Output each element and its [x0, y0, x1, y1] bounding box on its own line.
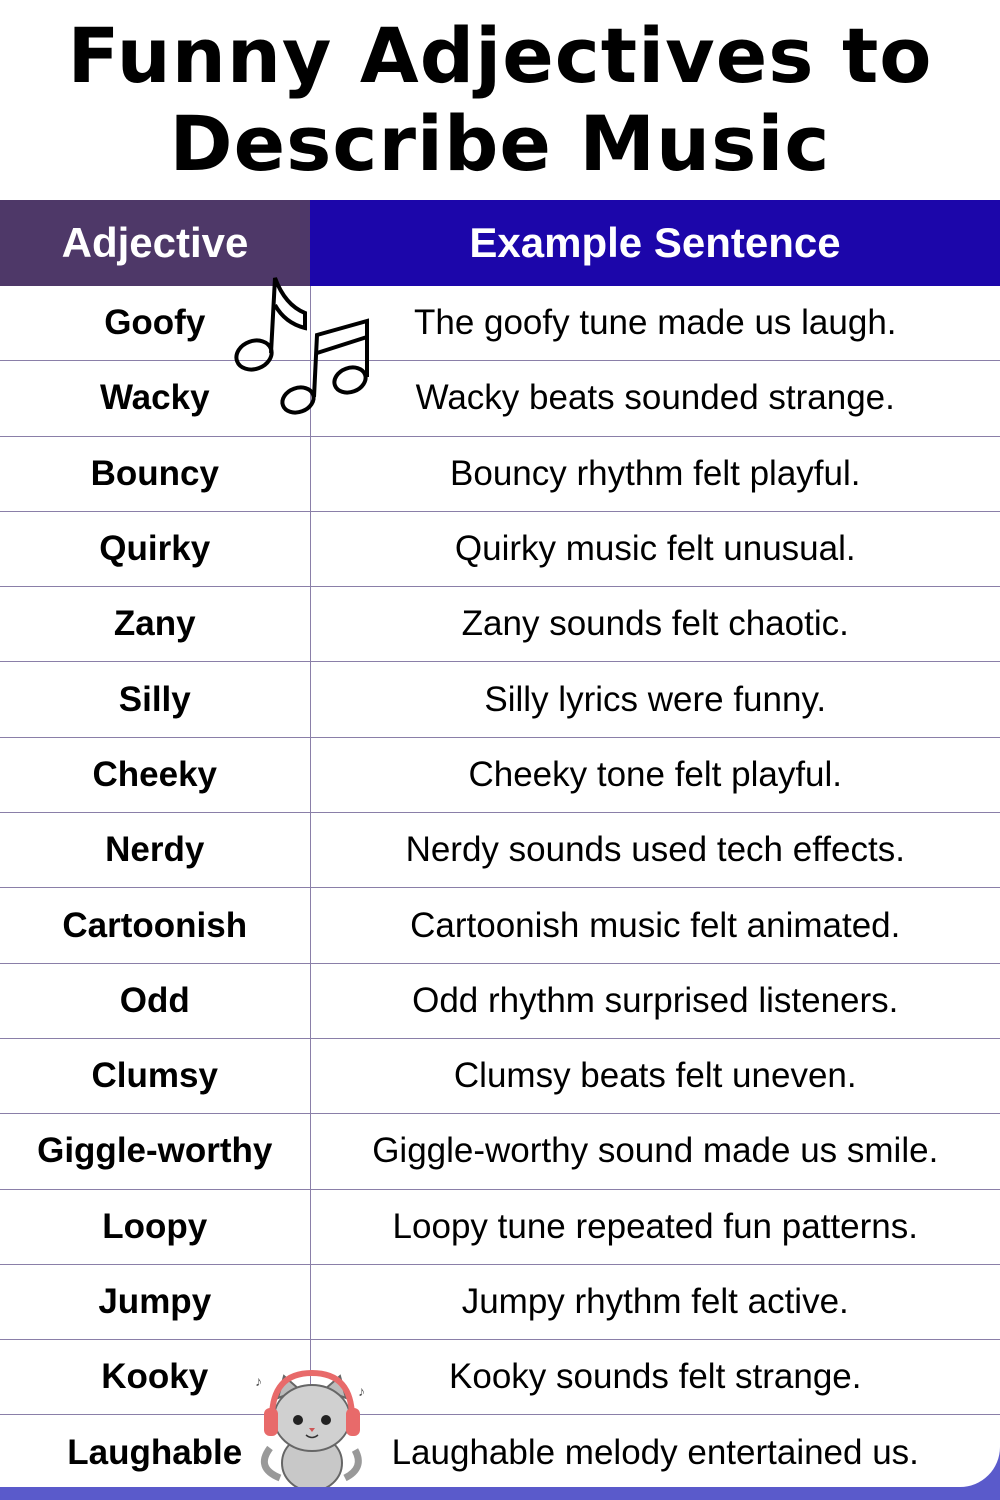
adjective-cell: Silly	[0, 662, 310, 737]
music-notes-icon	[230, 275, 380, 420]
example-sentence-cell: Wacky beats sounded strange.	[310, 361, 1000, 436]
example-sentence-cell: Odd rhythm surprised listeners.	[310, 963, 1000, 1038]
cat-headphones-icon	[250, 1368, 375, 1487]
table-row	[0, 1038, 1000, 1113]
adjective-cell: Laughable	[0, 1415, 310, 1487]
table-row	[0, 737, 1000, 812]
header-example-sentence: Example Sentence	[310, 200, 1000, 286]
adjective-cell: Jumpy	[0, 1264, 310, 1339]
table-row	[0, 436, 1000, 511]
adjective-cell: Cartoonish	[0, 888, 310, 963]
svg-text:♪: ♪	[358, 1383, 365, 1399]
table-row	[0, 1340, 1000, 1415]
example-sentence-cell: Jumpy rhythm felt active.	[310, 1264, 1000, 1339]
adjectives-table	[0, 200, 1000, 1487]
table-row	[0, 511, 1000, 586]
adjective-cell: Clumsy	[0, 1038, 310, 1113]
table-row	[0, 813, 1000, 888]
table-row	[0, 361, 1000, 436]
table-header-row	[0, 200, 1000, 286]
adjective-cell: Loopy	[0, 1189, 310, 1264]
example-sentence-cell: Silly lyrics were funny.	[310, 662, 1000, 737]
table-row	[0, 888, 1000, 963]
example-sentence-cell: Cheeky tone felt playful.	[310, 737, 1000, 812]
example-sentence-cell: Nerdy sounds used tech effects.	[310, 813, 1000, 888]
table-row	[0, 1264, 1000, 1339]
example-sentence-cell: Laughable melody entertained us.	[391, 1432, 919, 1472]
table-row	[0, 662, 1000, 737]
adjective-cell: Quirky	[0, 511, 310, 586]
table-row	[0, 963, 1000, 1038]
page-title: Funny Adjectives to Describe Music	[67, 11, 933, 188]
adjective-cell: Giggle-worthy	[0, 1114, 310, 1189]
table-row	[0, 1114, 1000, 1189]
adjective-cell: Kooky	[0, 1340, 310, 1415]
table-row	[0, 286, 1000, 361]
table-row	[0, 587, 1000, 662]
adjective-cell: Goofy	[0, 286, 310, 361]
example-sentence-cell: Kooky sounds felt strange.	[310, 1340, 1000, 1415]
example-sentence-cell: Giggle-worthy sound made us smile.	[310, 1114, 1000, 1189]
example-sentence-cell: Cartoonish music felt animated.	[310, 888, 1000, 963]
table-row	[0, 1415, 1000, 1487]
adjective-cell: Wacky	[0, 361, 310, 436]
adjective-cell: Cheeky	[0, 737, 310, 812]
svg-text:♪: ♪	[255, 1373, 262, 1389]
example-sentence-cell: Bouncy rhythm felt playful.	[310, 436, 1000, 511]
example-sentence-cell: Zany sounds felt chaotic.	[310, 587, 1000, 662]
table-row	[0, 1189, 1000, 1264]
example-sentence-cell: Clumsy beats felt uneven.	[310, 1038, 1000, 1113]
adjective-cell: Zany	[0, 587, 310, 662]
header-adjective: Adjective	[0, 200, 310, 286]
example-sentence-cell: Quirky music felt unusual.	[310, 511, 1000, 586]
adjective-cell: Bouncy	[0, 436, 310, 511]
adjective-cell: Nerdy	[0, 813, 310, 888]
adjective-cell: Odd	[0, 963, 310, 1038]
example-sentence-cell: Loopy tune repeated fun patterns.	[310, 1189, 1000, 1264]
example-sentence-cell: The goofy tune made us laugh.	[310, 286, 1000, 361]
